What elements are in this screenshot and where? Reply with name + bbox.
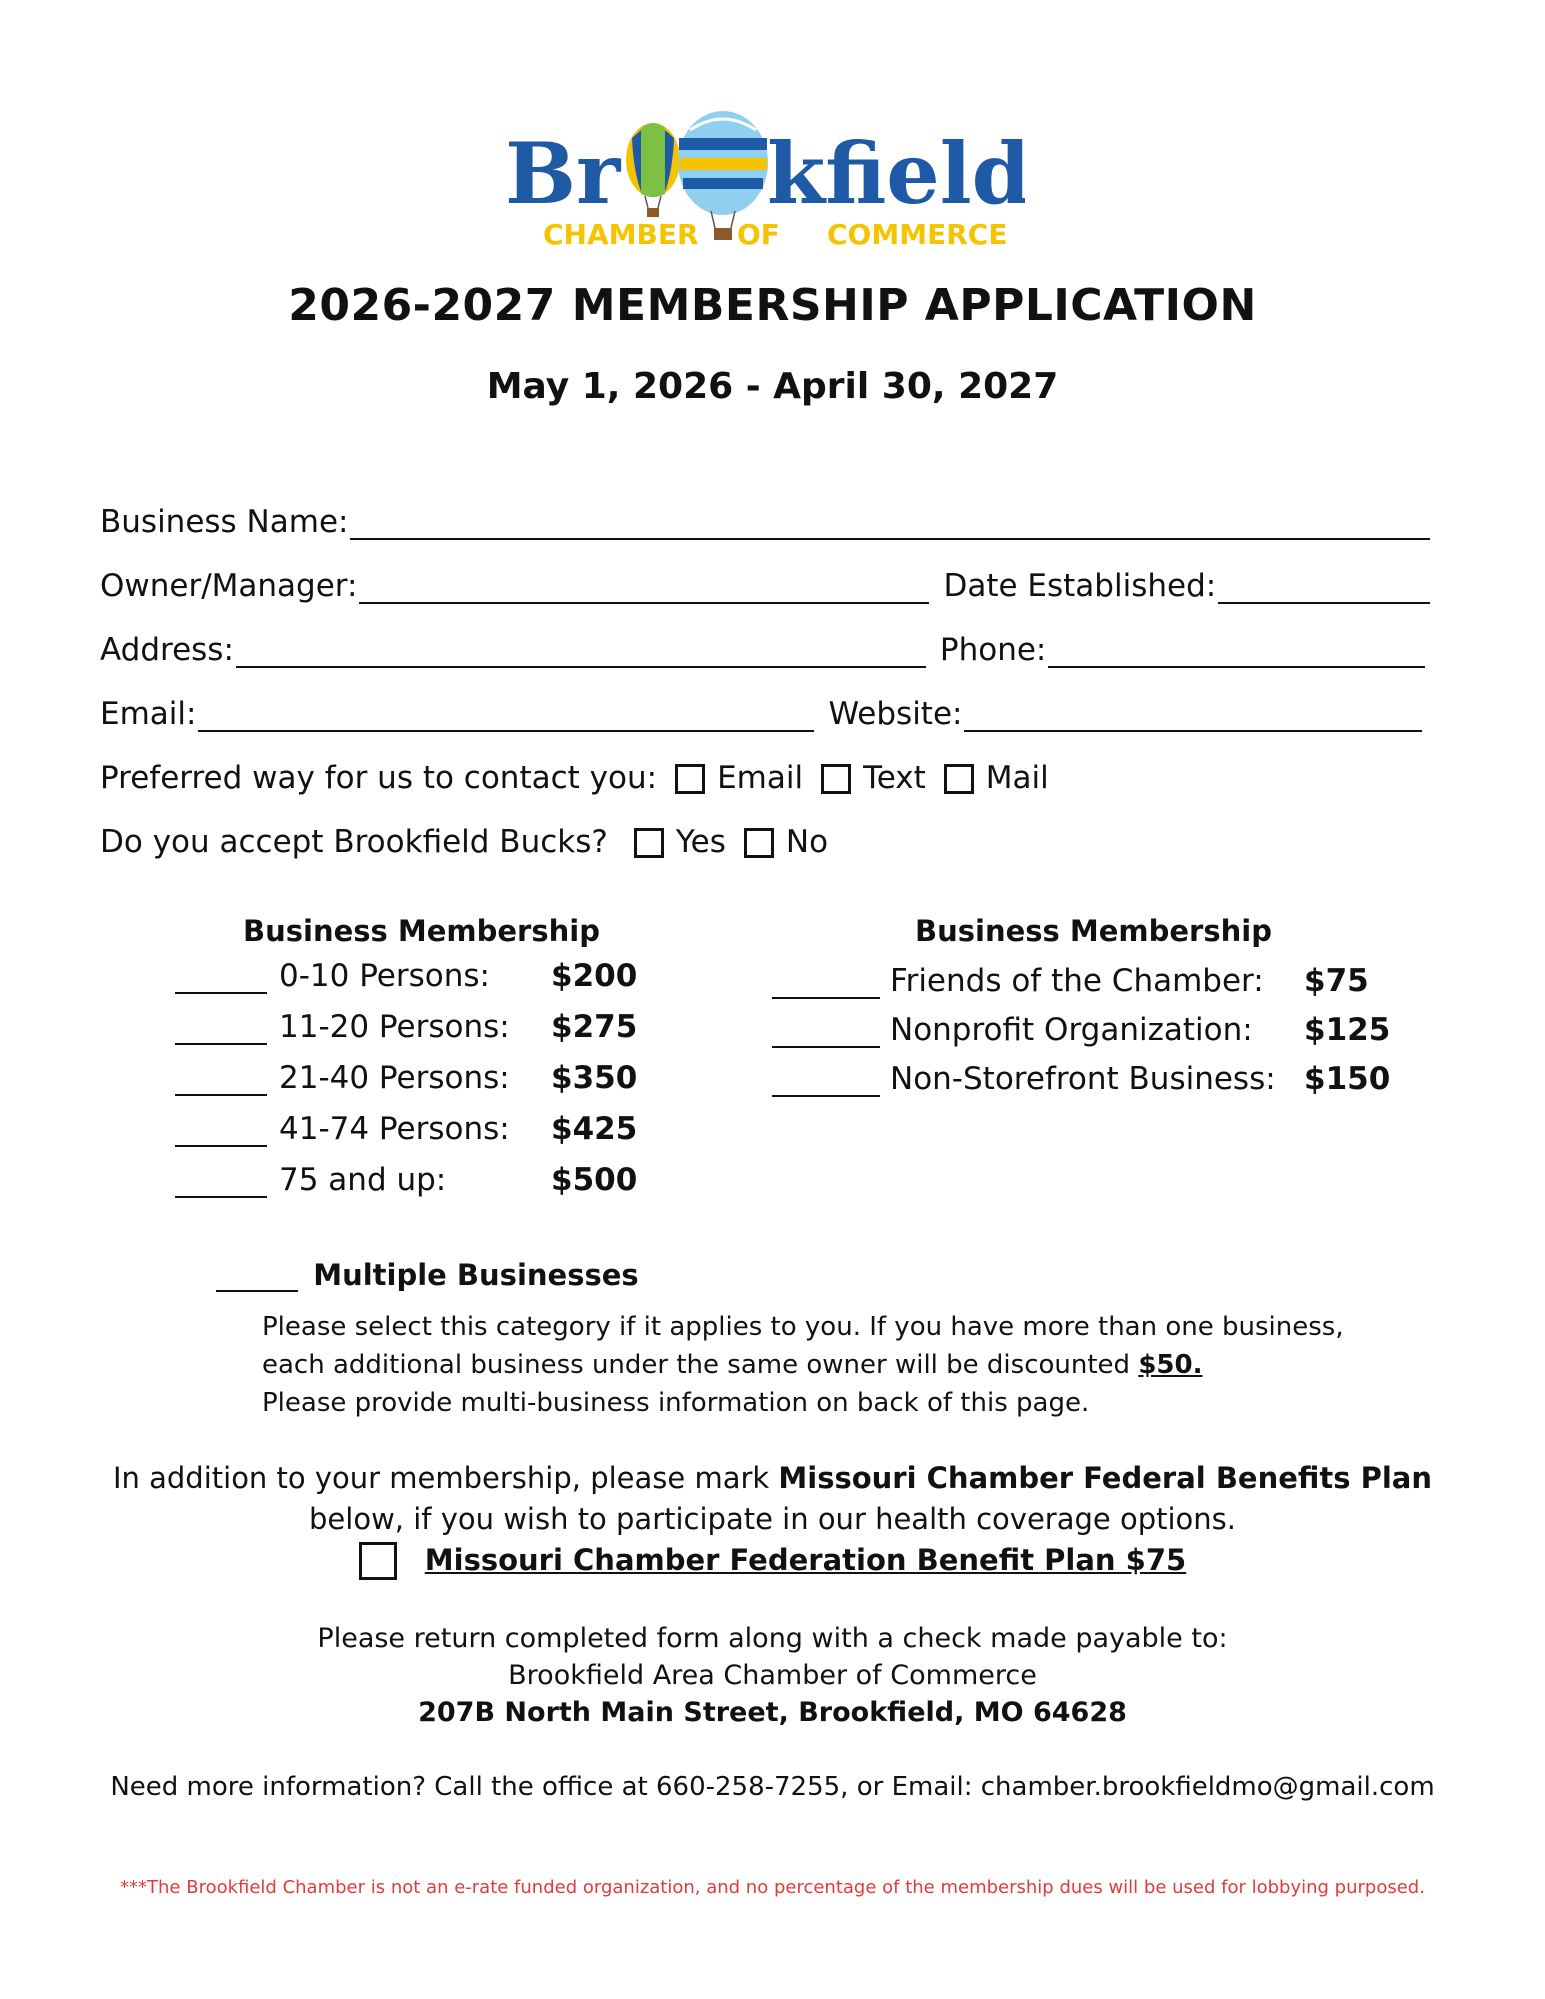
membership-option-price: $425: [551, 1111, 638, 1147]
contact-mail-checkbox[interactable]: [944, 764, 974, 794]
return-line-2: Brookfield Area Chamber of Commerce: [508, 1660, 1037, 1691]
phone-field[interactable]: [1048, 634, 1425, 668]
membership-option-blank[interactable]: [175, 1115, 267, 1147]
bucks-yes-label: Yes: [675, 824, 726, 860]
membership-option-price: $200: [551, 958, 638, 994]
benefits-plan-option: Missouri Chamber Federation Benefit Plan $75: [424, 1543, 1187, 1577]
email-row: [100, 688, 1422, 732]
business-name-row: [100, 496, 1430, 540]
address-field[interactable]: [236, 634, 926, 668]
contact-preference-row: [100, 752, 1430, 796]
business-name-field[interactable]: [350, 506, 1430, 540]
membership-option: [175, 1009, 638, 1060]
membership-option-price: $75: [1304, 963, 1369, 999]
logo-graphic: [505, 108, 1025, 248]
return-section: [0, 1620, 1545, 1731]
contact-text-label: Text: [863, 760, 926, 796]
membership-option-blank[interactable]: [772, 1065, 880, 1097]
email-label: Email:: [100, 696, 197, 732]
benefits-line-2: below, if you wish to participate in our health coverage options.: [309, 1502, 1236, 1536]
business-name-label: Business Name:: [100, 504, 349, 540]
benefits-line-1a: In addition to your membership, please mark: [112, 1461, 770, 1495]
membership-option: [175, 1162, 638, 1213]
membership-option-label: 41-74 Persons:: [279, 1111, 510, 1147]
owner-row: [100, 560, 1430, 604]
membership-left-heading: Business Membership: [243, 914, 600, 948]
contact-question: Preferred way for us to contact you:: [100, 760, 658, 796]
disclaimer: ***The Brookfield Chamber is not an e-rate funded organization, and no percentage of the membership dues will be used for lobbying purposed.: [120, 1877, 1425, 1898]
membership-option-label: 21-40 Persons:: [279, 1060, 510, 1096]
contact-info: Need more information? Call the office at 660-258-7255, or Email: chamber.brookfieldmo@gmail.com: [110, 1772, 1435, 1802]
membership-option-blank[interactable]: [772, 1016, 880, 1048]
bucks-yes-checkbox[interactable]: [634, 828, 664, 858]
chamber-logo: [505, 108, 1025, 248]
logo-name-part1: Br: [505, 124, 621, 223]
contact-email-checkbox[interactable]: [675, 764, 705, 794]
membership-option-label: 11-20 Persons:: [279, 1009, 510, 1045]
address-row: [100, 624, 1425, 668]
membership-option-price: $150: [1304, 1061, 1391, 1097]
benefits-section: [0, 1458, 1545, 1581]
membership-option-blank[interactable]: [175, 1166, 267, 1198]
membership-option-label: 75 and up:: [279, 1162, 447, 1198]
date-established-label: Date Established:: [943, 568, 1217, 604]
multiple-businesses-blank[interactable]: [216, 1262, 298, 1292]
benefits-line-1: [0, 1458, 1545, 1499]
membership-right-heading: Business Membership: [915, 914, 1272, 948]
membership-option-price: $500: [551, 1162, 638, 1198]
green-balloon-icon: [626, 123, 680, 217]
benefits-plan-checkbox[interactable]: [359, 1542, 397, 1580]
membership-option-blank[interactable]: [175, 962, 267, 994]
logo-name-part2: kfield: [767, 124, 1025, 223]
email-field[interactable]: [198, 698, 814, 732]
return-address: 207B North Main Street, Brookfield, MO 64628: [418, 1697, 1127, 1728]
membership-option-blank[interactable]: [772, 967, 880, 999]
membership-option: [175, 958, 638, 1009]
multiple-line-2-wrap: [262, 1346, 1344, 1384]
multiple-line-3: Please provide multi-business information on back of this page.: [262, 1388, 1090, 1418]
website-label: Website:: [828, 696, 963, 732]
contact-text-checkbox[interactable]: [821, 764, 851, 794]
page-title: 2026-2027 MEMBERSHIP APPLICATION: [288, 280, 1257, 331]
membership-option-label: Non-Storefront Business:: [890, 1061, 1276, 1097]
website-field[interactable]: [964, 698, 1422, 732]
brookfield-bucks-row: [100, 816, 1430, 860]
owner-manager-field[interactable]: [359, 570, 929, 604]
multiple-discount: $50.: [1138, 1350, 1203, 1380]
multiple-line-1: Please select this category if it applies to you. If you have more than one business,: [262, 1312, 1344, 1342]
multiple-line-2: each additional business under the same owner will be discounted: [262, 1350, 1131, 1380]
logo-tagline-mid: OF: [737, 218, 780, 248]
membership-option: [772, 1012, 1391, 1061]
return-line-1: Please return completed form along with a check made payable to:: [317, 1623, 1228, 1654]
multiple-businesses-description: [262, 1308, 1344, 1422]
date-established-field[interactable]: [1218, 570, 1430, 604]
membership-option-price: $125: [1304, 1012, 1391, 1048]
membership-option-label: Friends of the Chamber:: [890, 963, 1264, 999]
owner-manager-label: Owner/Manager:: [100, 568, 358, 604]
membership-option: [175, 1111, 638, 1162]
contact-mail-label: Mail: [985, 760, 1049, 796]
membership-option-label: Nonprofit Organization:: [890, 1012, 1253, 1048]
bucks-question: Do you accept Brookfield Bucks?: [100, 824, 608, 860]
logo-tagline-left: CHAMBER: [543, 218, 699, 248]
bucks-no-label: No: [785, 824, 829, 860]
membership-option: [175, 1060, 638, 1111]
membership-left-list: [175, 958, 638, 1213]
membership-right-list: [772, 963, 1391, 1110]
membership-option: [772, 1061, 1391, 1110]
membership-option: [772, 963, 1369, 1012]
benefits-option-row: [0, 1540, 1545, 1581]
membership-option-blank[interactable]: [175, 1064, 267, 1096]
logo-tagline-right: COMMERCE: [827, 218, 1008, 248]
address-label: Address:: [100, 632, 234, 668]
membership-option-price: $350: [551, 1060, 638, 1096]
benefits-plan-name: Missouri Chamber Federal Benefits Plan: [778, 1461, 1433, 1495]
phone-label: Phone:: [939, 632, 1047, 668]
membership-option-blank[interactable]: [175, 1013, 267, 1045]
bucks-no-checkbox[interactable]: [744, 828, 774, 858]
membership-option-label: 0-10 Persons:: [279, 958, 490, 994]
membership-option-price: $275: [551, 1009, 638, 1045]
contact-email-label: Email: [717, 760, 804, 796]
page-subtitle: May 1, 2026 - April 30, 2027: [486, 366, 1059, 407]
multiple-businesses-heading: Multiple Businesses: [313, 1258, 639, 1292]
multiple-businesses-row: [216, 1258, 639, 1292]
